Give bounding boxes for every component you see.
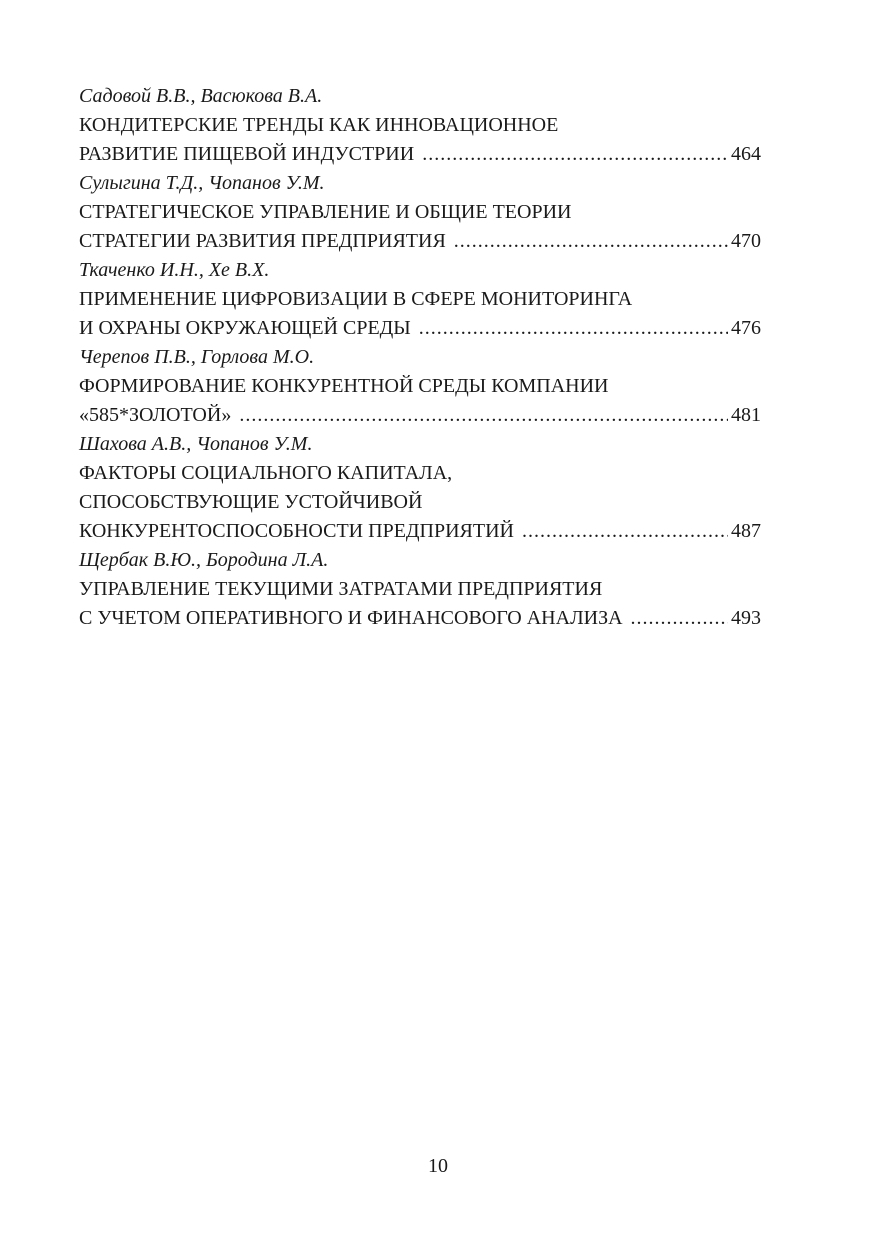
- toc-entry-authors: Садовой В.В., Васюкова В.А.: [79, 85, 323, 107]
- toc-entry-title-last-line: [79, 227, 761, 256]
- toc-entry-title-line: И ОХРАНЫ ОКРУЖАЮЩЕЙ СРЕДЫ: [79, 317, 411, 339]
- toc-entry-title-last-line: [79, 140, 761, 169]
- toc-entry-title-line: ФОРМИРОВАНИЕ КОНКУРЕНТНОЙ СРЕДЫ КОМПАНИИ: [79, 375, 609, 397]
- toc-entry-title-last-line: [79, 401, 761, 430]
- toc-entry-title-line: КОНДИТЕРСКИЕ ТРЕНДЫ КАК ИННОВАЦИОННОЕ: [79, 114, 559, 136]
- toc-entry-title-line: «585*ЗОЛОТОЙ»: [79, 404, 232, 426]
- dot-leader: [454, 227, 728, 256]
- toc-entry-authors: Сулыгина Т.Д., Чопанов У.М.: [79, 172, 325, 194]
- toc-entry-authors: Черепов П.В., Горлова М.О.: [79, 346, 315, 368]
- toc-entry-title-line: СТРАТЕГИИ РАЗВИТИЯ ПРЕДПРИЯТИЯ: [79, 230, 446, 252]
- toc-entry-authors: Щербак В.Ю., Бородина Л.А.: [79, 549, 329, 571]
- toc-entry: [79, 82, 761, 169]
- toc-entry-authors: Шахова А.В., Чопанов У.М.: [79, 433, 313, 455]
- toc-entry-page: 481: [731, 404, 761, 426]
- toc-entry-page: 476: [731, 317, 761, 339]
- toc-entry-page: 493: [731, 607, 761, 629]
- toc-entry-title-last-line: [79, 604, 761, 633]
- toc-entry: [79, 169, 761, 256]
- toc-entry: [79, 256, 761, 343]
- toc-entry-title-line: УПРАВЛЕНИЕ ТЕКУЩИМИ ЗАТРАТАМИ ПРЕДПРИЯТИЯ: [79, 578, 603, 600]
- toc-entry-title-last-line: [79, 314, 761, 343]
- toc-entry: [79, 430, 761, 546]
- dot-leader: [422, 140, 728, 169]
- page-number: 10: [428, 1155, 448, 1177]
- toc-entry-title-line: КОНКУРЕНТОСПОСОБНОСТИ ПРЕДПРИЯТИЙ: [79, 520, 514, 542]
- toc-entry-page: 470: [731, 230, 761, 252]
- toc-entry-page: 487: [731, 520, 761, 542]
- dot-leader: [419, 314, 728, 343]
- table-of-contents: [79, 82, 761, 633]
- toc-entry-page: 464: [731, 143, 761, 165]
- toc-entry-title-line: РАЗВИТИЕ ПИЩЕВОЙ ИНДУСТРИИ: [79, 143, 415, 165]
- toc-entry-title-line: СПОСОБСТВУЮЩИЕ УСТОЙЧИВОЙ: [79, 491, 423, 513]
- toc-entry-title-last-line: [79, 517, 761, 546]
- toc-entry: [79, 343, 761, 430]
- toc-entry-title-line: С УЧЕТОМ ОПЕРАТИВНОГО И ФИНАНСОВОГО АНАЛИЗА: [79, 607, 623, 629]
- toc-entry-title-line: ФАКТОРЫ СОЦИАЛЬНОГО КАПИТАЛА,: [79, 462, 453, 484]
- dot-leader: [239, 401, 728, 430]
- toc-entry-title-line: ПРИМЕНЕНИЕ ЦИФРОВИЗАЦИИ В СФЕРЕ МОНИТОРИНГА: [79, 288, 633, 310]
- toc-entry-authors: Ткаченко И.Н., Хе В.Х.: [79, 259, 270, 281]
- dot-leader: [522, 517, 728, 546]
- dot-leader: [631, 604, 728, 633]
- toc-entry-title-line: СТРАТЕГИЧЕСКОЕ УПРАВЛЕНИЕ И ОБЩИЕ ТЕОРИИ: [79, 201, 572, 223]
- toc-entry: [79, 546, 761, 633]
